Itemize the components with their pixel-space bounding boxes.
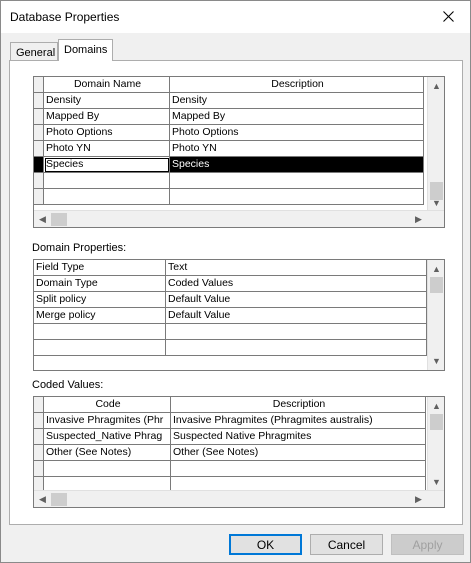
row-header[interactable] [34, 189, 44, 205]
empty-cell [166, 324, 427, 340]
column-header-description[interactable]: Description [170, 77, 424, 93]
property-value-cell[interactable]: Default Value [166, 308, 427, 324]
property-name-cell: Field Type [34, 260, 166, 276]
property-name-cell: Domain Type [34, 276, 166, 292]
domain-properties-grid [33, 259, 445, 371]
chevron-right-icon[interactable]: ▶ [415, 214, 422, 224]
empty-cell [34, 324, 166, 340]
window-title: Database Properties [10, 10, 120, 24]
code-description-cell[interactable]: Invasive Phragmites (Phragmites australis) [171, 413, 426, 429]
domain-properties-label: Domain Properties: [32, 242, 127, 254]
code-cell[interactable]: Other (See Notes) [44, 445, 171, 461]
domain-description-cell[interactable]: Photo YN [170, 141, 424, 157]
empty-cell[interactable] [44, 173, 170, 189]
property-name-cell: Split policy [34, 292, 166, 308]
row-header[interactable] [34, 125, 44, 141]
table-row[interactable] [34, 141, 430, 157]
code-cell[interactable]: Invasive Phragmites (Phr [44, 413, 171, 429]
domain-description-cell[interactable]: Density [170, 93, 424, 109]
tab-domains[interactable]: Domains [58, 39, 113, 61]
chevron-right-icon[interactable]: ▶ [415, 494, 422, 504]
row-header[interactable] [34, 173, 44, 189]
code-cell[interactable]: Suspected_Native Phrag [44, 429, 171, 445]
table-row-empty[interactable] [34, 461, 428, 477]
property-row[interactable] [34, 276, 428, 292]
domain-name-cell[interactable]: Species [44, 157, 170, 173]
column-header-domain-name[interactable]: Domain Name [44, 77, 170, 93]
domain-description-cell[interactable]: Species [170, 157, 424, 173]
empty-cell[interactable] [44, 189, 170, 205]
scroll-thumb[interactable] [430, 414, 443, 430]
tab-general[interactable]: General [10, 42, 58, 61]
property-row[interactable] [34, 308, 428, 324]
cancel-button[interactable]: Cancel [310, 534, 383, 555]
code-description-cell[interactable]: Other (See Notes) [171, 445, 426, 461]
row-header [34, 397, 44, 413]
empty-cell [166, 340, 427, 356]
title-bar [1, 1, 470, 33]
row-header[interactable] [34, 429, 44, 445]
table-row[interactable] [34, 125, 430, 141]
close-button[interactable] [426, 1, 470, 32]
row-header[interactable] [34, 413, 44, 429]
ok-button[interactable]: OK [229, 534, 302, 555]
row-header[interactable] [34, 461, 44, 477]
empty-cell[interactable] [44, 461, 171, 477]
table-row[interactable] [34, 445, 428, 461]
table-row[interactable] [34, 109, 430, 125]
chevron-down-icon[interactable]: ▼ [432, 355, 441, 366]
coded-values-vertical-scrollbar[interactable] [427, 397, 444, 490]
property-value-cell[interactable]: Text [166, 260, 427, 276]
property-name-cell: Merge policy [34, 308, 166, 324]
property-row-empty [34, 340, 428, 356]
coded-values-horizontal-scrollbar[interactable] [34, 490, 444, 507]
chevron-down-icon[interactable]: ▼ [432, 476, 441, 487]
domains-grid-header [34, 77, 430, 93]
empty-cell[interactable] [171, 461, 426, 477]
domains-tab-panel [9, 60, 463, 525]
domains-vertical-scrollbar[interactable] [427, 77, 444, 210]
domain-description-cell[interactable]: Mapped By [170, 109, 424, 125]
scroll-thumb[interactable] [51, 493, 67, 506]
table-row[interactable] [34, 413, 428, 429]
chevron-down-icon[interactable]: ▼ [432, 197, 441, 208]
domain-name-cell[interactable]: Photo Options [44, 125, 170, 141]
table-row-empty[interactable] [34, 173, 430, 189]
row-header[interactable] [34, 93, 44, 109]
table-row[interactable] [34, 429, 428, 445]
row-header [34, 77, 44, 93]
property-value-cell[interactable]: Default Value [166, 292, 427, 308]
domains-grid [33, 76, 445, 228]
close-icon [443, 11, 454, 22]
chevron-up-icon[interactable]: ▲ [432, 263, 441, 274]
row-header[interactable] [34, 445, 44, 461]
domain-name-cell[interactable]: Mapped By [44, 109, 170, 125]
chevron-up-icon[interactable]: ▲ [432, 400, 441, 411]
row-header[interactable] [34, 141, 44, 157]
chevron-left-icon[interactable]: ◀ [39, 494, 46, 504]
row-header-current[interactable] [34, 157, 44, 173]
scroll-thumb[interactable] [430, 277, 443, 293]
chevron-left-icon[interactable]: ◀ [39, 214, 46, 224]
table-row-empty[interactable] [34, 189, 430, 205]
domain-name-cell[interactable]: Photo YN [44, 141, 170, 157]
column-header-code[interactable]: Code [44, 397, 171, 413]
empty-cell[interactable] [170, 173, 424, 189]
property-row[interactable] [34, 292, 428, 308]
domains-horizontal-scrollbar[interactable] [34, 210, 444, 227]
coded-values-grid [33, 396, 445, 508]
apply-button[interactable]: Apply [391, 534, 464, 555]
property-row-empty [34, 324, 428, 340]
coded-values-label: Coded Values: [32, 379, 104, 391]
table-row[interactable] [34, 93, 430, 109]
coded-values-header [34, 397, 428, 413]
empty-cell[interactable] [170, 189, 424, 205]
domain-name-cell[interactable]: Density [44, 93, 170, 109]
row-header[interactable] [34, 109, 44, 125]
column-header-description[interactable]: Description [171, 397, 426, 413]
table-row-selected[interactable] [34, 157, 430, 173]
domain-description-cell[interactable]: Photo Options [170, 125, 424, 141]
code-description-cell[interactable]: Suspected Native Phragmites [171, 429, 426, 445]
empty-cell [34, 340, 166, 356]
chevron-up-icon[interactable]: ▲ [432, 80, 441, 91]
properties-vertical-scrollbar[interactable] [427, 260, 444, 370]
scroll-thumb[interactable] [51, 213, 67, 226]
property-value-cell[interactable]: Coded Values [166, 276, 427, 292]
property-row[interactable] [34, 260, 428, 276]
